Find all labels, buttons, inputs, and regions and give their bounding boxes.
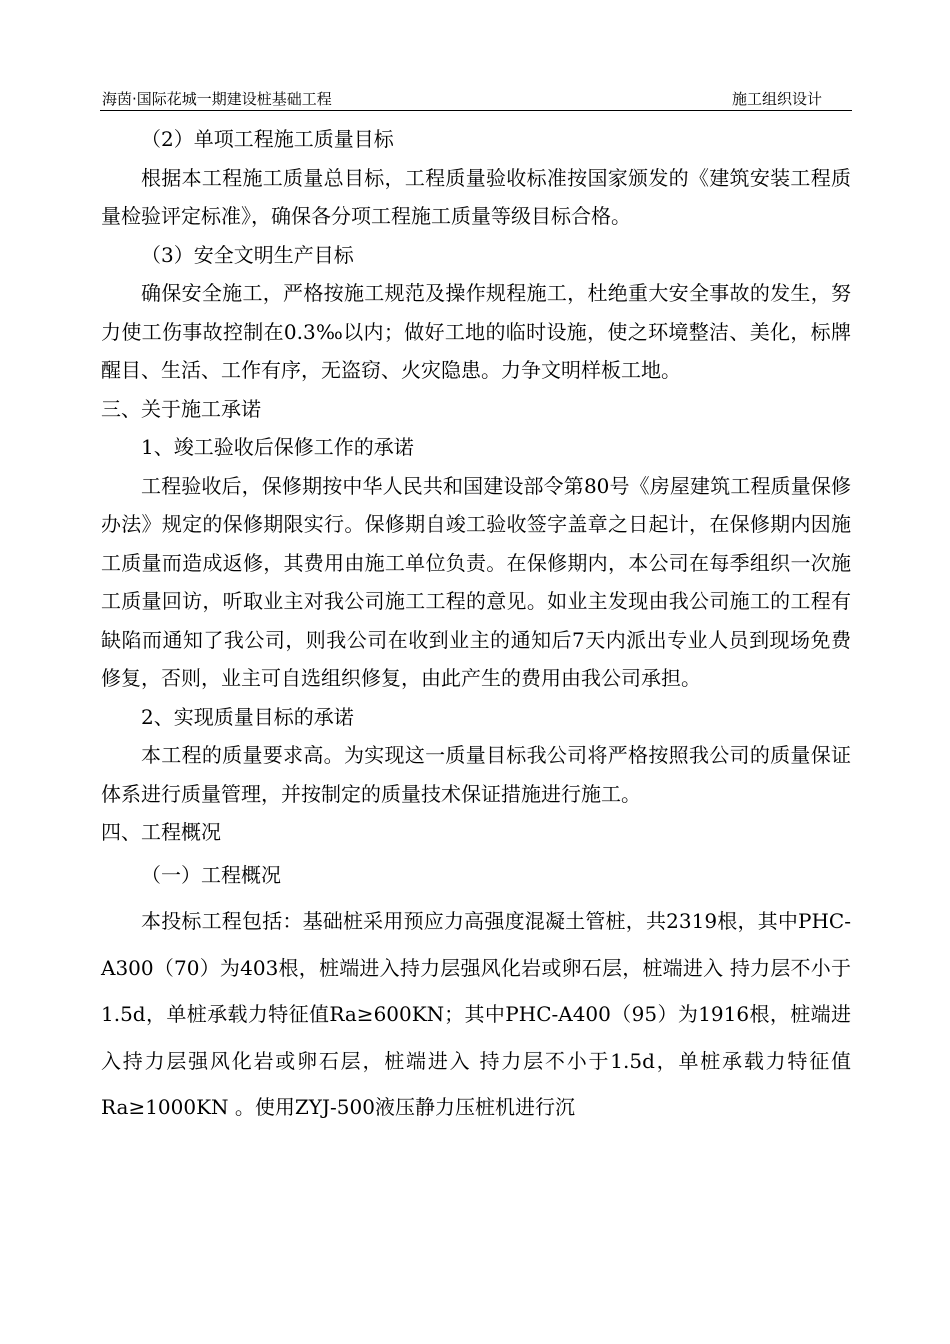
document-body	[101, 120, 851, 1131]
section-heading-commitment: 三、关于施工承诺	[101, 396, 261, 421]
header-project-title: 海茵·国际花城一期建设桩基础工程	[102, 90, 332, 108]
paragraph-safety: 确保安全施工，严格按施工规范及操作规程施工，杜绝重大安全事故的发生，努力使工伤事故控制在0.3‰以内；做好工地的临时设施，使之环境整洁、美化，标牌醒目、生活、工作有序，无盗窃、火灾隐患。力争文明样板工地。	[101, 281, 851, 382]
subheading-quality-commitment: 2、实现质量目标的承诺	[141, 704, 354, 729]
subheading-quality-target: （2）单项工程施工质量目标	[141, 127, 394, 151]
paragraph-quality-commitment: 本工程的质量要求高。为实现这一质量目标我公司将严格按照我公司的质量保证体系进行质量管理，并按制定的质量技术保证措施进行施工。	[101, 743, 851, 806]
section-heading-overview: 四、工程概况	[101, 820, 221, 844]
subheading-safety-target: （3）安全文明生产目标	[141, 242, 354, 267]
paragraph-overview: 本投标工程包括：基础桩采用预应力高强度混凝土管桩，共2319根，其中PHC-A300（70）为403根，桩端进入持力层强风化岩或卵石层，桩端进入 持力层不小于1.5d，单桩承载力特征值Ra≥600KN；其中PHC-A400（95）为1916根，桩端进入持力层强风化岩或卵石层，桩端进入 持力层不小于1.5d，单桩承载力特征值Ra≥1000KN 。使用ZYJ-500液压静力压桩机进行沉	[101, 909, 851, 1119]
header-rule	[100, 110, 852, 111]
subheading-overview: （一）工程概况	[141, 862, 281, 887]
paragraph-quality-standard: 根据本工程施工质量总目标，工程质量验收标准按国家颁发的《建筑安装工程质量检验评定标准》，确保各分项工程施工质量等级目标合格。	[101, 165, 851, 228]
subheading-warranty: 1、竣工验收后保修工作的承诺	[141, 435, 414, 459]
page-header	[100, 88, 852, 110]
header-doc-type: 施工组织设计	[731, 90, 822, 108]
paragraph-warranty: 工程验收后，保修期按中华人民共和国建设部令第80号《房屋建筑工程质量保修办法》规定的保修期限实行。保修期自竣工验收签字盖章之日起计，在保修期内因施工质量而造成返修，其费用由施工单位负责。在保修期内，本公司在每季组织一次施工质量回访，听取业主对我公司施工工程的意见。如业主发现由我公司施工的工程有缺陷而通知了我公司，则我公司在收到业主的通知后7天内派出专业人员到现场免费修复，否则，业主可自选组织修复，由此产生的费用由我公司承担。	[101, 473, 851, 690]
